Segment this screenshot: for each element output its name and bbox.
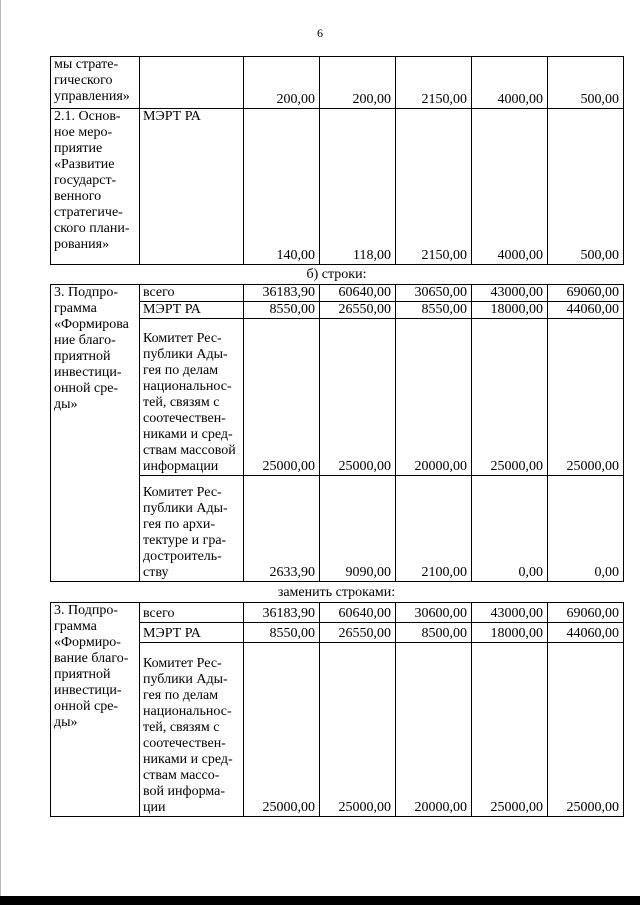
value-cell: 4000,00 [472, 109, 548, 265]
value-cell: 25000,00 [244, 643, 320, 817]
value-cell: 60640,00 [320, 603, 396, 623]
value-cell: 44060,00 [548, 623, 624, 643]
executor-cell: Комитет Рес- публики Ады- гея по делам национальнос- тей, связям с соотечествен- никами и сред- ствам массо- вой информа- ции [140, 643, 244, 817]
value-cell: 2100,00 [396, 476, 472, 582]
value-cell: 140,00 [244, 109, 320, 265]
value-cell: 500,00 [548, 109, 624, 265]
value-cell: 2150,00 [396, 109, 472, 265]
executor-cell [140, 57, 244, 109]
table-new-rows [50, 602, 624, 817]
value-cell: 8550,00 [396, 302, 472, 319]
value-cell: 9090,00 [320, 476, 396, 582]
executor-cell: МЭРТ РА [140, 109, 244, 265]
program-cell: 3. Подпро- грамма «Формирова ние благо- приятной инвестици- онной сре- ды» [51, 285, 140, 582]
table-row [51, 109, 624, 265]
executor-cell: Комитет Рес- публики Ады- гея по архи- тектуре и гра- достроитель- ству [140, 476, 244, 582]
value-cell: 25000,00 [320, 643, 396, 817]
value-cell: 36183,90 [244, 285, 320, 302]
value-cell: 500,00 [548, 57, 624, 109]
value-cell: 30600,00 [396, 603, 472, 623]
program-cell: мы страте- гического управления» [51, 57, 140, 109]
value-cell: 0,00 [472, 476, 548, 582]
executor-cell: Комитет Рес- публики Ады- гея по делам национальнос- тей, связям с соотечествен- никами и сред- ствам массовой информации [140, 319, 244, 476]
value-cell: 25000,00 [472, 643, 548, 817]
program-cell: 2.1. Основ- ное меро- приятие «Развитие государст- венного стратегиче- ского плани- рования» [51, 109, 140, 265]
section-label-replace: заменить строками: [277, 585, 396, 600]
value-cell: 118,00 [320, 109, 396, 265]
table-row [51, 285, 624, 302]
value-cell: 4000,00 [472, 57, 548, 109]
value-cell: 60640,00 [320, 285, 396, 302]
value-cell: 69060,00 [548, 285, 624, 302]
value-cell: 25000,00 [548, 643, 624, 817]
value-cell: 25000,00 [472, 319, 548, 476]
value-cell: 25000,00 [244, 319, 320, 476]
table-continuation [50, 56, 624, 265]
value-cell: 25000,00 [548, 319, 624, 476]
page-number: 6 [317, 26, 323, 40]
program-cell: 3. Подпро- грамма «Формиро- вание благо- приятной инвестици- онной сре- ды» [51, 603, 140, 817]
value-cell: 0,00 [548, 476, 624, 582]
value-cell: 8500,00 [396, 623, 472, 643]
value-cell: 18000,00 [472, 623, 548, 643]
value-cell: 200,00 [320, 57, 396, 109]
value-cell: 69060,00 [548, 603, 624, 623]
value-cell: 25000,00 [320, 319, 396, 476]
scan-edge [0, 0, 1, 905]
executor-cell: всего [140, 603, 244, 623]
value-cell: 43000,00 [472, 285, 548, 302]
value-cell: 26550,00 [320, 623, 396, 643]
value-cell: 26550,00 [320, 302, 396, 319]
executor-cell: МЭРТ РА [140, 623, 244, 643]
executor-cell: всего [140, 285, 244, 302]
value-cell: 200,00 [244, 57, 320, 109]
table-old-rows [50, 284, 624, 582]
scan-bottom-border [0, 896, 640, 905]
value-cell: 8550,00 [244, 623, 320, 643]
value-cell: 8550,00 [244, 302, 320, 319]
value-cell: 20000,00 [396, 643, 472, 817]
value-cell: 2150,00 [396, 57, 472, 109]
value-cell: 20000,00 [396, 319, 472, 476]
value-cell: 43000,00 [472, 603, 548, 623]
table-row [51, 57, 624, 109]
section-label-rows: б) строки: [306, 267, 367, 282]
value-cell: 44060,00 [548, 302, 624, 319]
value-cell: 30650,00 [396, 285, 472, 302]
value-cell: 18000,00 [472, 302, 548, 319]
value-cell: 36183,90 [244, 603, 320, 623]
value-cell: 2633,90 [244, 476, 320, 582]
executor-cell: МЭРТ РА [140, 302, 244, 319]
table-row [51, 603, 624, 623]
